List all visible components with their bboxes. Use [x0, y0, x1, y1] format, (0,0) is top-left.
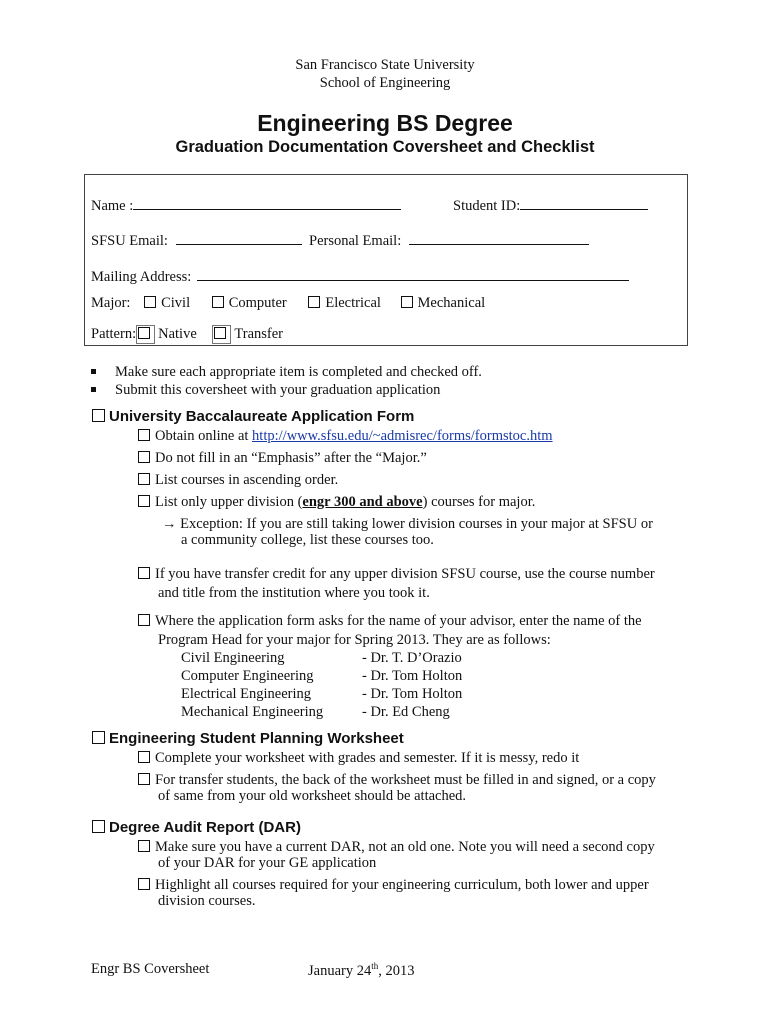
- bullet-icon: [91, 369, 96, 374]
- bullet-item: Submit this coversheet with your graduation application: [91, 382, 440, 399]
- major-option-mechanical[interactable]: Mechanical: [401, 295, 486, 311]
- personal-email-row: [309, 231, 589, 250]
- name-field[interactable]: [133, 196, 401, 210]
- mailing-address-label: Mailing Address:: [91, 269, 192, 285]
- advisor-head: - Dr. Ed Cheng: [362, 704, 450, 720]
- student-id-field[interactable]: [520, 196, 648, 210]
- checklist-item: If you have transfer credit for any upper division SFSU course, use the course number: [138, 566, 655, 583]
- advisor-head: - Dr. Tom Holton: [362, 668, 463, 684]
- checklist-item-cont: of same from your old worksheet should be attached.: [158, 788, 467, 804]
- exception-note-cont: a community college, list these courses too.: [181, 532, 434, 548]
- checklist-item-cont: and title from the institution where you took it.: [158, 585, 430, 601]
- checkbox-icon[interactable]: [144, 296, 156, 308]
- university-name: San Francisco State University: [295, 57, 475, 73]
- checkbox-icon[interactable]: [308, 296, 320, 308]
- checklist-item-cont: Program Head for your major for Spring 2013. They are as follows:: [158, 632, 551, 648]
- checkbox-icon[interactable]: [138, 495, 150, 507]
- checklist-item-cont: of your DAR for your GE application: [158, 855, 377, 871]
- pattern-row: Pattern: Native Transfer: [91, 326, 283, 342]
- major-option-computer[interactable]: Computer: [212, 295, 287, 311]
- checklist-item: Make sure you have a current DAR, not an old one. Note you will need a second copy: [138, 839, 655, 856]
- footer-date: January 24th, 2013: [308, 961, 415, 979]
- checkbox-icon[interactable]: [212, 296, 224, 308]
- name-label: Name :: [91, 198, 134, 214]
- checklist-item: Highlight all courses required for your engineering curriculum, both lower and upper: [138, 877, 649, 894]
- bullet-item: Make sure each appropriate item is completed and checked off.: [91, 364, 482, 381]
- bullet-icon: [91, 387, 96, 392]
- major-label: Major:: [91, 295, 131, 311]
- checkbox-icon[interactable]: [138, 840, 150, 852]
- mailing-address-field[interactable]: [197, 267, 629, 281]
- checkbox-icon[interactable]: [138, 429, 150, 441]
- checkbox-icon[interactable]: [401, 296, 413, 308]
- advisor-head: - Dr. Tom Holton: [362, 686, 463, 702]
- advisor-program: Mechanical Engineering: [181, 704, 324, 720]
- section-heading-application-form: University Baccalaureate Application Form: [92, 408, 414, 425]
- section-heading-planning-worksheet: Engineering Student Planning Worksheet: [92, 730, 404, 747]
- checklist-item-cont: division courses.: [158, 893, 256, 909]
- checklist-item: List courses in ascending order.: [138, 472, 338, 489]
- major-option-civil[interactable]: Civil: [144, 295, 190, 311]
- checkbox-icon[interactable]: [138, 614, 150, 626]
- advisor-program: Civil Engineering: [181, 650, 285, 666]
- checkbox-icon[interactable]: [138, 451, 150, 463]
- checklist-item: For transfer students, the back of the worksheet must be filled in and signed, or a copy: [138, 772, 656, 789]
- advisor-head: - Dr. T. D’Orazio: [362, 650, 462, 666]
- advisor-program: Electrical Engineering: [181, 686, 312, 702]
- checkbox-icon[interactable]: [92, 409, 105, 422]
- checkbox-icon[interactable]: [92, 820, 105, 833]
- checklist-item: Obtain online at http://www.sfsu.edu/~admisrec/forms/formstoc.htm: [138, 428, 553, 445]
- student-id-label: Student ID:: [453, 198, 521, 214]
- pattern-option-transfer[interactable]: [212, 325, 231, 344]
- page-title: Engineering BS Degree: [257, 110, 513, 136]
- page-subtitle: Graduation Documentation Coversheet and Checklist: [175, 138, 595, 156]
- personal-email-field[interactable]: [409, 231, 589, 245]
- sfsu-email-label: SFSU Email:: [91, 233, 168, 249]
- checkbox-icon[interactable]: [138, 773, 150, 785]
- checkbox-icon[interactable]: [92, 731, 105, 744]
- name-row: [91, 196, 401, 215]
- pattern-label: Pattern:: [91, 326, 137, 342]
- exception-note: → Exception: If you are still taking lower division courses in your major at SFSU or: [162, 516, 653, 532]
- checkbox-icon[interactable]: [138, 473, 150, 485]
- school-name: School of Engineering: [319, 75, 451, 91]
- checklist-item: Complete your worksheet with grades and semester. If it is messy, redo it: [138, 750, 579, 767]
- checkbox-icon[interactable]: [138, 751, 150, 763]
- pattern-option-native[interactable]: [136, 325, 155, 344]
- advisor-program: Computer Engineering: [181, 668, 314, 684]
- checklist-item: Where the application form asks for the name of your advisor, enter the name of the: [138, 613, 642, 630]
- major-option-electrical[interactable]: Electrical: [308, 295, 381, 311]
- checklist-item: Do not fill in an “Emphasis” after the “Major.”: [138, 450, 427, 467]
- sfsu-email-field[interactable]: [176, 231, 302, 245]
- forms-link[interactable]: http://www.sfsu.edu/~admisrec/forms/formstoc.htm: [252, 428, 553, 444]
- student-id-row: [453, 196, 648, 215]
- checkbox-icon[interactable]: [138, 327, 150, 339]
- checkbox-icon[interactable]: [138, 567, 150, 579]
- section-heading-dar: Degree Audit Report (DAR): [92, 819, 301, 836]
- checkbox-icon[interactable]: [138, 878, 150, 890]
- personal-email-label: Personal Email:: [309, 233, 402, 249]
- footer-doc-name: Engr BS Coversheet: [91, 961, 210, 977]
- major-row: [91, 295, 485, 312]
- checklist-item: List only upper division (engr 300 and above) courses for major.: [138, 494, 535, 511]
- sfsu-email-row: [91, 231, 302, 250]
- mailing-address-row: [91, 267, 629, 286]
- checkbox-icon[interactable]: [214, 327, 226, 339]
